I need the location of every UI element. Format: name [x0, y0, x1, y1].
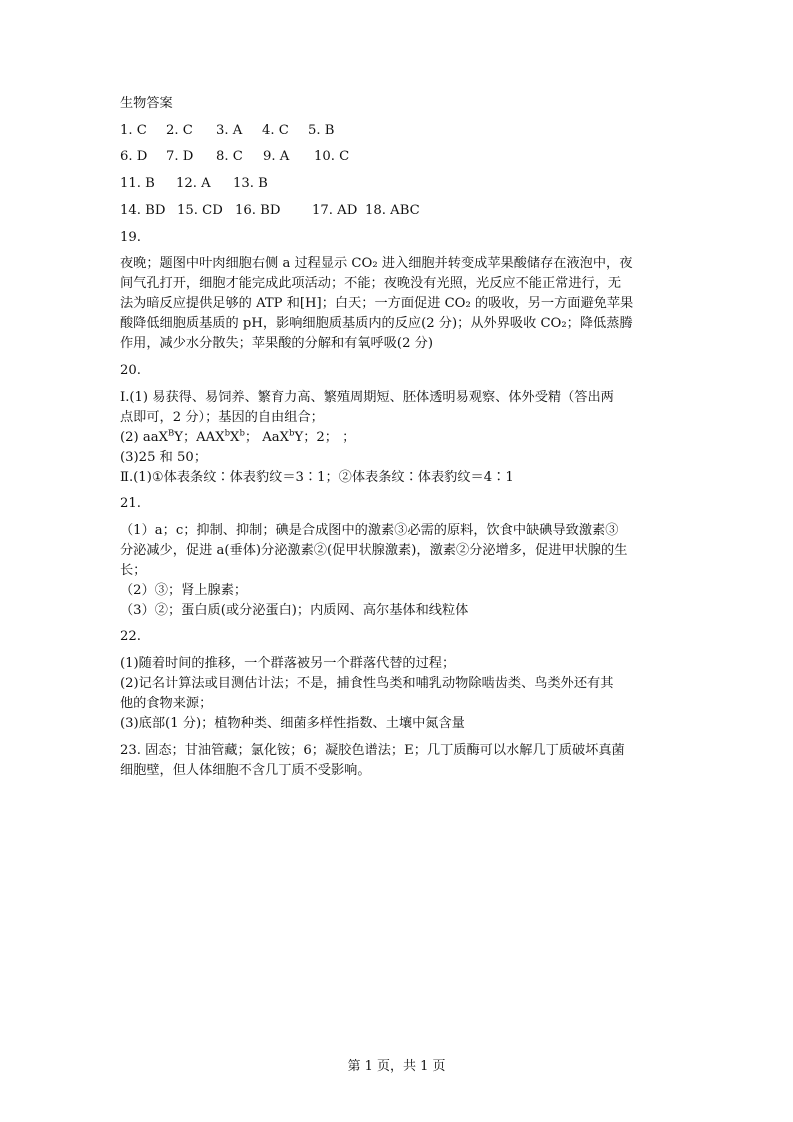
- answer-line: 23. 固态；甘油管藏；氯化铵；6；凝胶色谱法；E；几丁质酶可以水解几丁质破坏真菌: [120, 742, 625, 758]
- allele-superscript: b: [239, 428, 245, 439]
- question-21-number: 21.: [120, 496, 141, 512]
- choice-answer: 15. CD: [177, 202, 223, 218]
- answer-line: （2）③；肾上腺素；: [120, 582, 248, 598]
- answer-line: Ⅰ.(1) 易获得、易饲养、繁育力高、繁殖周期短、胚体透明易观察、体外受精（答出两: [120, 389, 614, 405]
- question-22-number: 22.: [120, 629, 141, 645]
- answer-line: (3)25 和 50；: [120, 449, 207, 465]
- choice-answer: 8. C: [216, 149, 243, 165]
- answer-document: [120, 94, 680, 787]
- answer-line: 分泌减少，促进 a(垂体)分泌激素②(促甲状腺激素)，激素②分泌增多，促进甲状腺的生: [120, 542, 628, 558]
- genotype-text: (2) aaX: [120, 429, 168, 445]
- answer-line: 细胞壁，但人体细胞不含几丁质不受影响。: [120, 762, 371, 778]
- choice-answer: 4. C: [262, 122, 289, 138]
- choice-row-4: [120, 201, 680, 221]
- choice-answers: [120, 121, 680, 221]
- choice-answer: 5. B: [308, 122, 335, 138]
- choice-answer: 16. BD: [235, 202, 281, 218]
- answer-line: 夜晚；题图中叶肉细胞右侧 a 过程显示 CO₂ 进入细胞并转变成苹果酸储存在液泡中，夜: [120, 256, 633, 272]
- answer-line: 间气孔打开，细胞才能完成此项活动；不能；夜晚没有光照，光反应不能正常进行，无: [120, 276, 622, 292]
- answer-line: (3)底部(1 分)；植物种类、细菌多样性指数、土壤中氮含量: [120, 715, 465, 731]
- choice-answer: 10. C: [314, 149, 350, 165]
- genotype-text: Y；AAX: [174, 429, 225, 445]
- choice-answer: 9. A: [263, 149, 290, 165]
- allele-superscript: B: [168, 428, 175, 439]
- allele-superscript: b: [289, 428, 295, 439]
- answer-line: (1)随着时间的推移，一个群落被另一个群落代替的过程；: [120, 655, 456, 671]
- choice-answer: 3. A: [216, 122, 243, 138]
- answer-line: 长；: [120, 562, 147, 578]
- choice-row-3: [120, 174, 680, 194]
- choice-answer: 17. AD: [312, 202, 358, 218]
- choice-answer: 18. ABC: [365, 202, 420, 218]
- answer-line: （1）a；c；抑制、抑制；碘是合成图中的激素③必需的原料，饮食中缺碘导致激素③: [120, 522, 619, 538]
- choice-answer: 2. C: [166, 122, 193, 138]
- choice-answer: 11. B: [120, 176, 155, 192]
- allele-superscript: b: [224, 428, 231, 439]
- page-footer: 第 1 页，共 1 页: [347, 1059, 446, 1074]
- answer-line: 作用，减少水分散失；苹果酸的分解和有氧呼吸(2 分): [120, 336, 433, 352]
- page-title: 生物答案: [120, 96, 173, 111]
- genotype-text: X: [230, 429, 240, 445]
- answer-line: （3）②；蛋白质(或分泌蛋白)；内质网、高尔基体和线粒体: [120, 602, 469, 618]
- choice-answer: 7. D: [166, 149, 194, 165]
- answer-line: 法为暗反应提供足够的 ATP 和[H]；白天；一方面促进 CO₂ 的吸收，另一方面避免苹果: [120, 296, 634, 312]
- answer-line: 酸降低细胞质基质的 pH，影响细胞质基质内的反应(2 分)；从外界吸收 CO₂；降低蒸腾: [120, 316, 633, 332]
- question-19-number: 19.: [120, 229, 141, 245]
- choice-answer: 13. B: [233, 176, 268, 192]
- answer-line: (2)记名计算法或目测估计法；不是，捕食性鸟类和哺乳动物除啮齿类、鸟类外还有其: [120, 675, 614, 691]
- question-19-answer: [120, 254, 680, 354]
- choice-answer: 1. C: [120, 122, 147, 138]
- choice-answer: 14. BD: [120, 202, 166, 218]
- genotype-text: ； AaX: [244, 429, 290, 445]
- answer-line: Ⅱ.(1)①体表条纹∶体表豹纹＝3∶1；②体表条纹∶体表豹纹＝4∶1: [120, 469, 514, 485]
- genotype-line: [120, 428, 680, 448]
- question-21-answer: [120, 521, 680, 621]
- choice-row-2: [120, 147, 680, 167]
- answer-line: 点即可，2 分）；基因的自由组合；: [120, 409, 324, 425]
- question-20-number: 20.: [120, 362, 141, 378]
- choice-answer: 6. D: [120, 149, 148, 165]
- question-23-answer: [120, 741, 680, 781]
- question-22-answer: [120, 654, 680, 734]
- choice-answer: 12. A: [176, 176, 211, 192]
- question-20-answer: [120, 388, 680, 488]
- choice-row-1: [120, 121, 680, 141]
- genotype-text: Y；2； ；: [294, 429, 356, 445]
- answer-line: 他的食物来源；: [120, 695, 213, 711]
